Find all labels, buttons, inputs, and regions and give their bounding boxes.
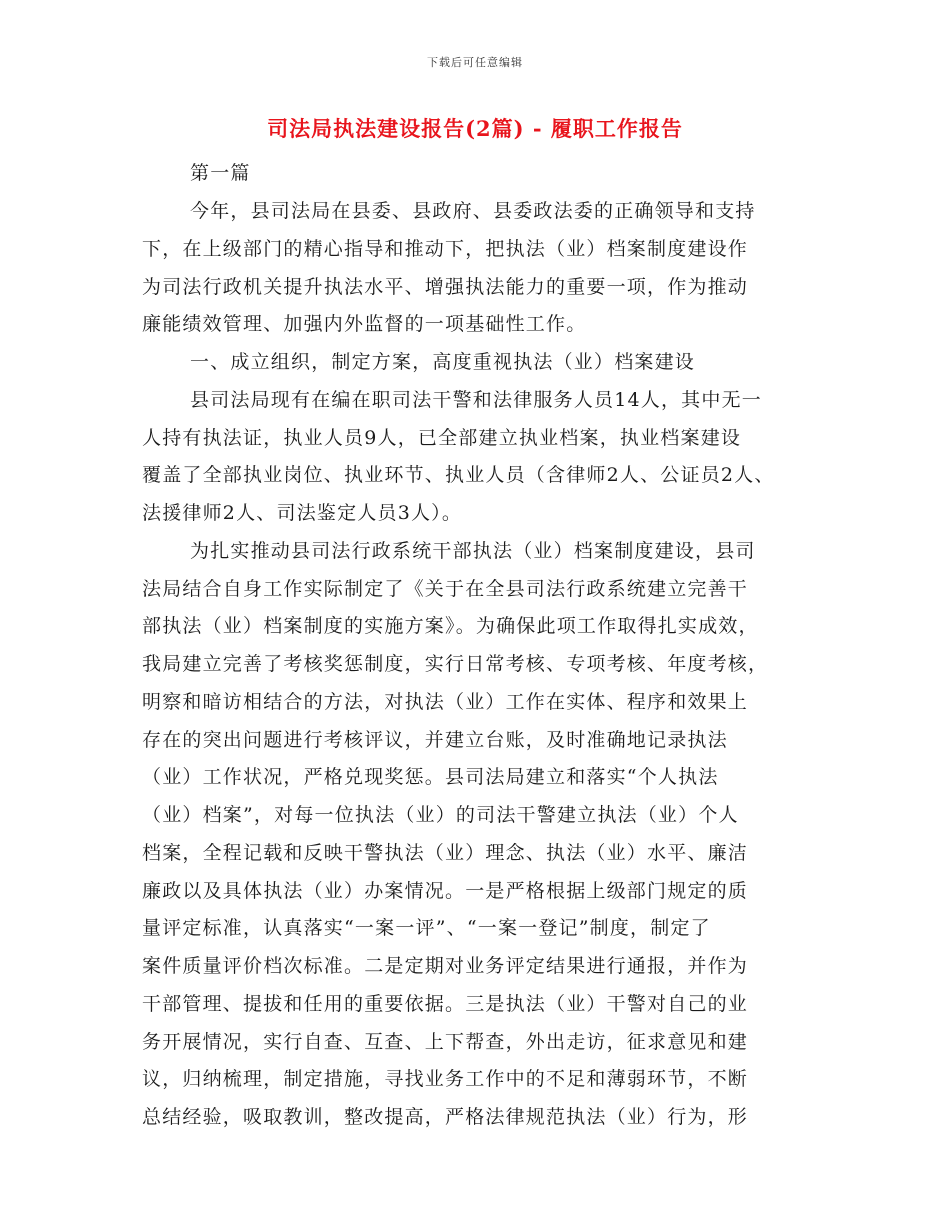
paragraph-line: 覆盖了全部执业岗位、执业环节、执业人员（含律师2人、公证员2人、 [142,464,775,486]
paragraph-line: 人持有执法证，执业人员9人，已全部建立执业档案，执业档案建设 [142,427,742,449]
paragraph-line: 廉能绩效管理、加强内外监督的一项基础性工作。 [142,313,587,335]
paragraph-line: 案件质量评价档次标准。二是定期对业务评定结果进行通报，并作为 [142,955,749,977]
paragraph-line: 部执法（业）档案制度的实施方案》。为确保此项工作取得扎实成效， [142,615,759,637]
paragraph-line: 量评定标准，认真落实“一案一评”、“一案一登记”制度，制定了 [142,917,711,939]
paragraph-line: 我局建立完善了考核奖惩制度，实行日常考核、专项考核、年度考核， [142,653,769,675]
paragraph-line: 存在的突出问题进行考核评议，并建立台账，及时准确地记录执法 [142,729,728,751]
section-heading-first: 第一篇 [190,162,251,184]
page-header-note: 下载后可任意编辑 [427,56,523,69]
paragraph-line: 务开展情况，实行自查、互查、上下帮查，外出走访，征求意见和建 [142,1031,749,1053]
paragraph-line: 廉政以及具体执法（业）办案情况。一是严格根据上级部门规定的质 [142,880,749,902]
paragraph-line: 总结经验，吸取教训，整改提高，严格法律规范执法（业）行为，形 [142,1106,749,1128]
paragraph-line: 议，归纳梳理，制定措施，寻找业务工作中的不足和薄弱环节，不断 [142,1068,749,1090]
paragraph-line: （业）工作状况，严格兑现奖惩。县司法局建立和落实“个人执法 [142,766,719,788]
paragraph-line: （业）档案”，对每一位执法（业）的司法干警建立执法（业）个人 [142,804,739,826]
paragraph-line: 县司法局现有在编在职司法干警和法律服务人员14人，其中无一 [190,389,762,411]
paragraph-line: 今年，县司法局在县委、县政府、县委政法委的正确领导和支持 [190,200,756,222]
paragraph-line: 档案，全程记载和反映干警执法（业）理念、执法（业）水平、廉洁 [142,842,749,864]
paragraph-line: 为司法行政机关提升执法水平、增强执法能力的重要一项，作为推动 [142,276,749,298]
paragraph-line: 为扎实推动县司法行政系统干部执法（业）档案制度建设，县司 [190,540,756,562]
paragraph-line: 明察和暗访相结合的方法，对执法（业）工作在实体、程序和效果上 [142,691,749,713]
paragraph-line: 法援律师2人、司法鉴定人员3人）。 [142,502,463,524]
paragraph-line: 干部管理、提拔和任用的重要依据。三是执法（业）干警对自己的业 [142,993,749,1015]
paragraph-line: 法局结合自身工作实际制定了《关于在全县司法行政系统建立完善干 [142,578,749,600]
paragraph-line: 下，在上级部门的精心指导和推动下，把执法（业）档案制度建设作 [142,238,749,260]
section-heading: 一、成立组织，制定方案，高度重视执法（业）档案建设 [190,351,696,373]
document-title: 司法局执法建设报告(2篇) - 履职工作报告 [267,116,683,141]
